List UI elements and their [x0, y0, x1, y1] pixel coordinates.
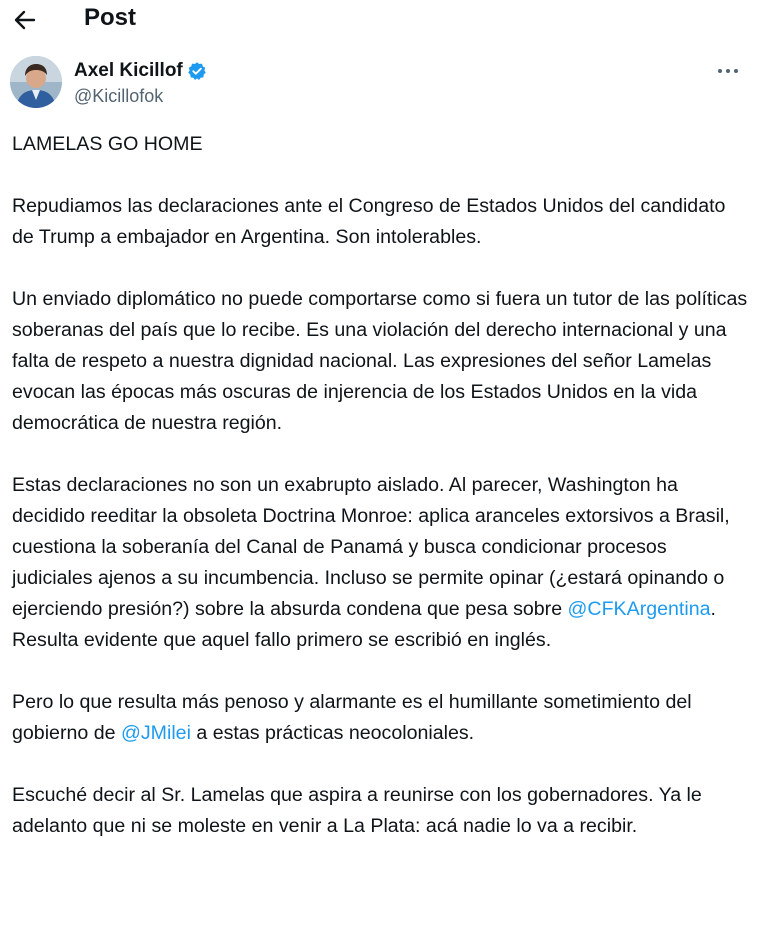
back-button[interactable] [10, 6, 40, 34]
author-handle[interactable]: @Kicillofok [74, 86, 164, 106]
author-block [10, 56, 758, 112]
avatar[interactable] [10, 56, 62, 108]
tweet-paragraph-3 [12, 470, 752, 656]
mention-link-cfkargentina[interactable]: @CFKArgentina [567, 598, 711, 620]
author-name-row [74, 60, 207, 82]
avatar-photo [10, 56, 62, 108]
verified-badge-icon [187, 61, 207, 81]
tweet-paragraph-3-text: Estas declaraciones no son un exabrupto aislado. Al parecer, Washington ha decidido reeditar la obsoleta Doctrina Monroe: aplica aranceles extorsivos a Brasil, cuestiona la soberanía del Canal de Panamá y busca condicionar procesos judiciales ajenos a su incumbencia. Incluso se permite opinar (¿estará opinando o ejerciendo presión?) sobre la absurda condena que pesa sobre [12, 474, 730, 620]
tweet-paragraph-3-text-end: . Resulta evidente que aquel fallo primero se escribió en inglés. [12, 598, 716, 651]
arrow-left-icon [14, 10, 36, 30]
tweet-headline: LAMELAS GO HOME [12, 133, 203, 155]
tweet-paragraph-1: Repudiamos las declaraciones ante el Congreso de Estados Unidos del candidato de Trump a embajador en Argentina. Son intolerables. [12, 195, 726, 248]
tweet-paragraph-5: Escuché decir al Sr. Lamelas que aspira a reunirse con los gobernadores. Ya le adelanto que ni se moleste en venir a La Plata: acá nadie lo va a recibir. [12, 784, 702, 837]
page-title: Post [84, 4, 137, 31]
tweet-paragraph-2: Un enviado diplomático no puede comportarse como si fuera un tutor de las políticas soberanas del país que lo recibe. Es una violación del derecho internacional y una falta de respeto a nuestra dignidad nacional. Las expresiones del señor Lamelas evocan las épocas más oscuras de injerencia de los Estados Unidos en la vida democrática de nuestra región. [12, 288, 748, 434]
author-name[interactable]: Axel Kicillof [74, 60, 183, 81]
tweet-paragraph-4 [12, 687, 752, 749]
post-header [0, 0, 768, 40]
tweet-paragraph-4-text-end: a estas prácticas neocoloniales. [190, 722, 475, 744]
mention-link-jmilei[interactable]: @JMilei [120, 722, 191, 744]
more-horizontal-icon [717, 68, 739, 74]
tweet-text [12, 129, 752, 873]
more-button[interactable] [712, 58, 744, 84]
tweet-paragraph-4-text: Pero lo que resulta más penoso y alarmante es el humillante sometimiento del gobierno de [12, 691, 692, 744]
